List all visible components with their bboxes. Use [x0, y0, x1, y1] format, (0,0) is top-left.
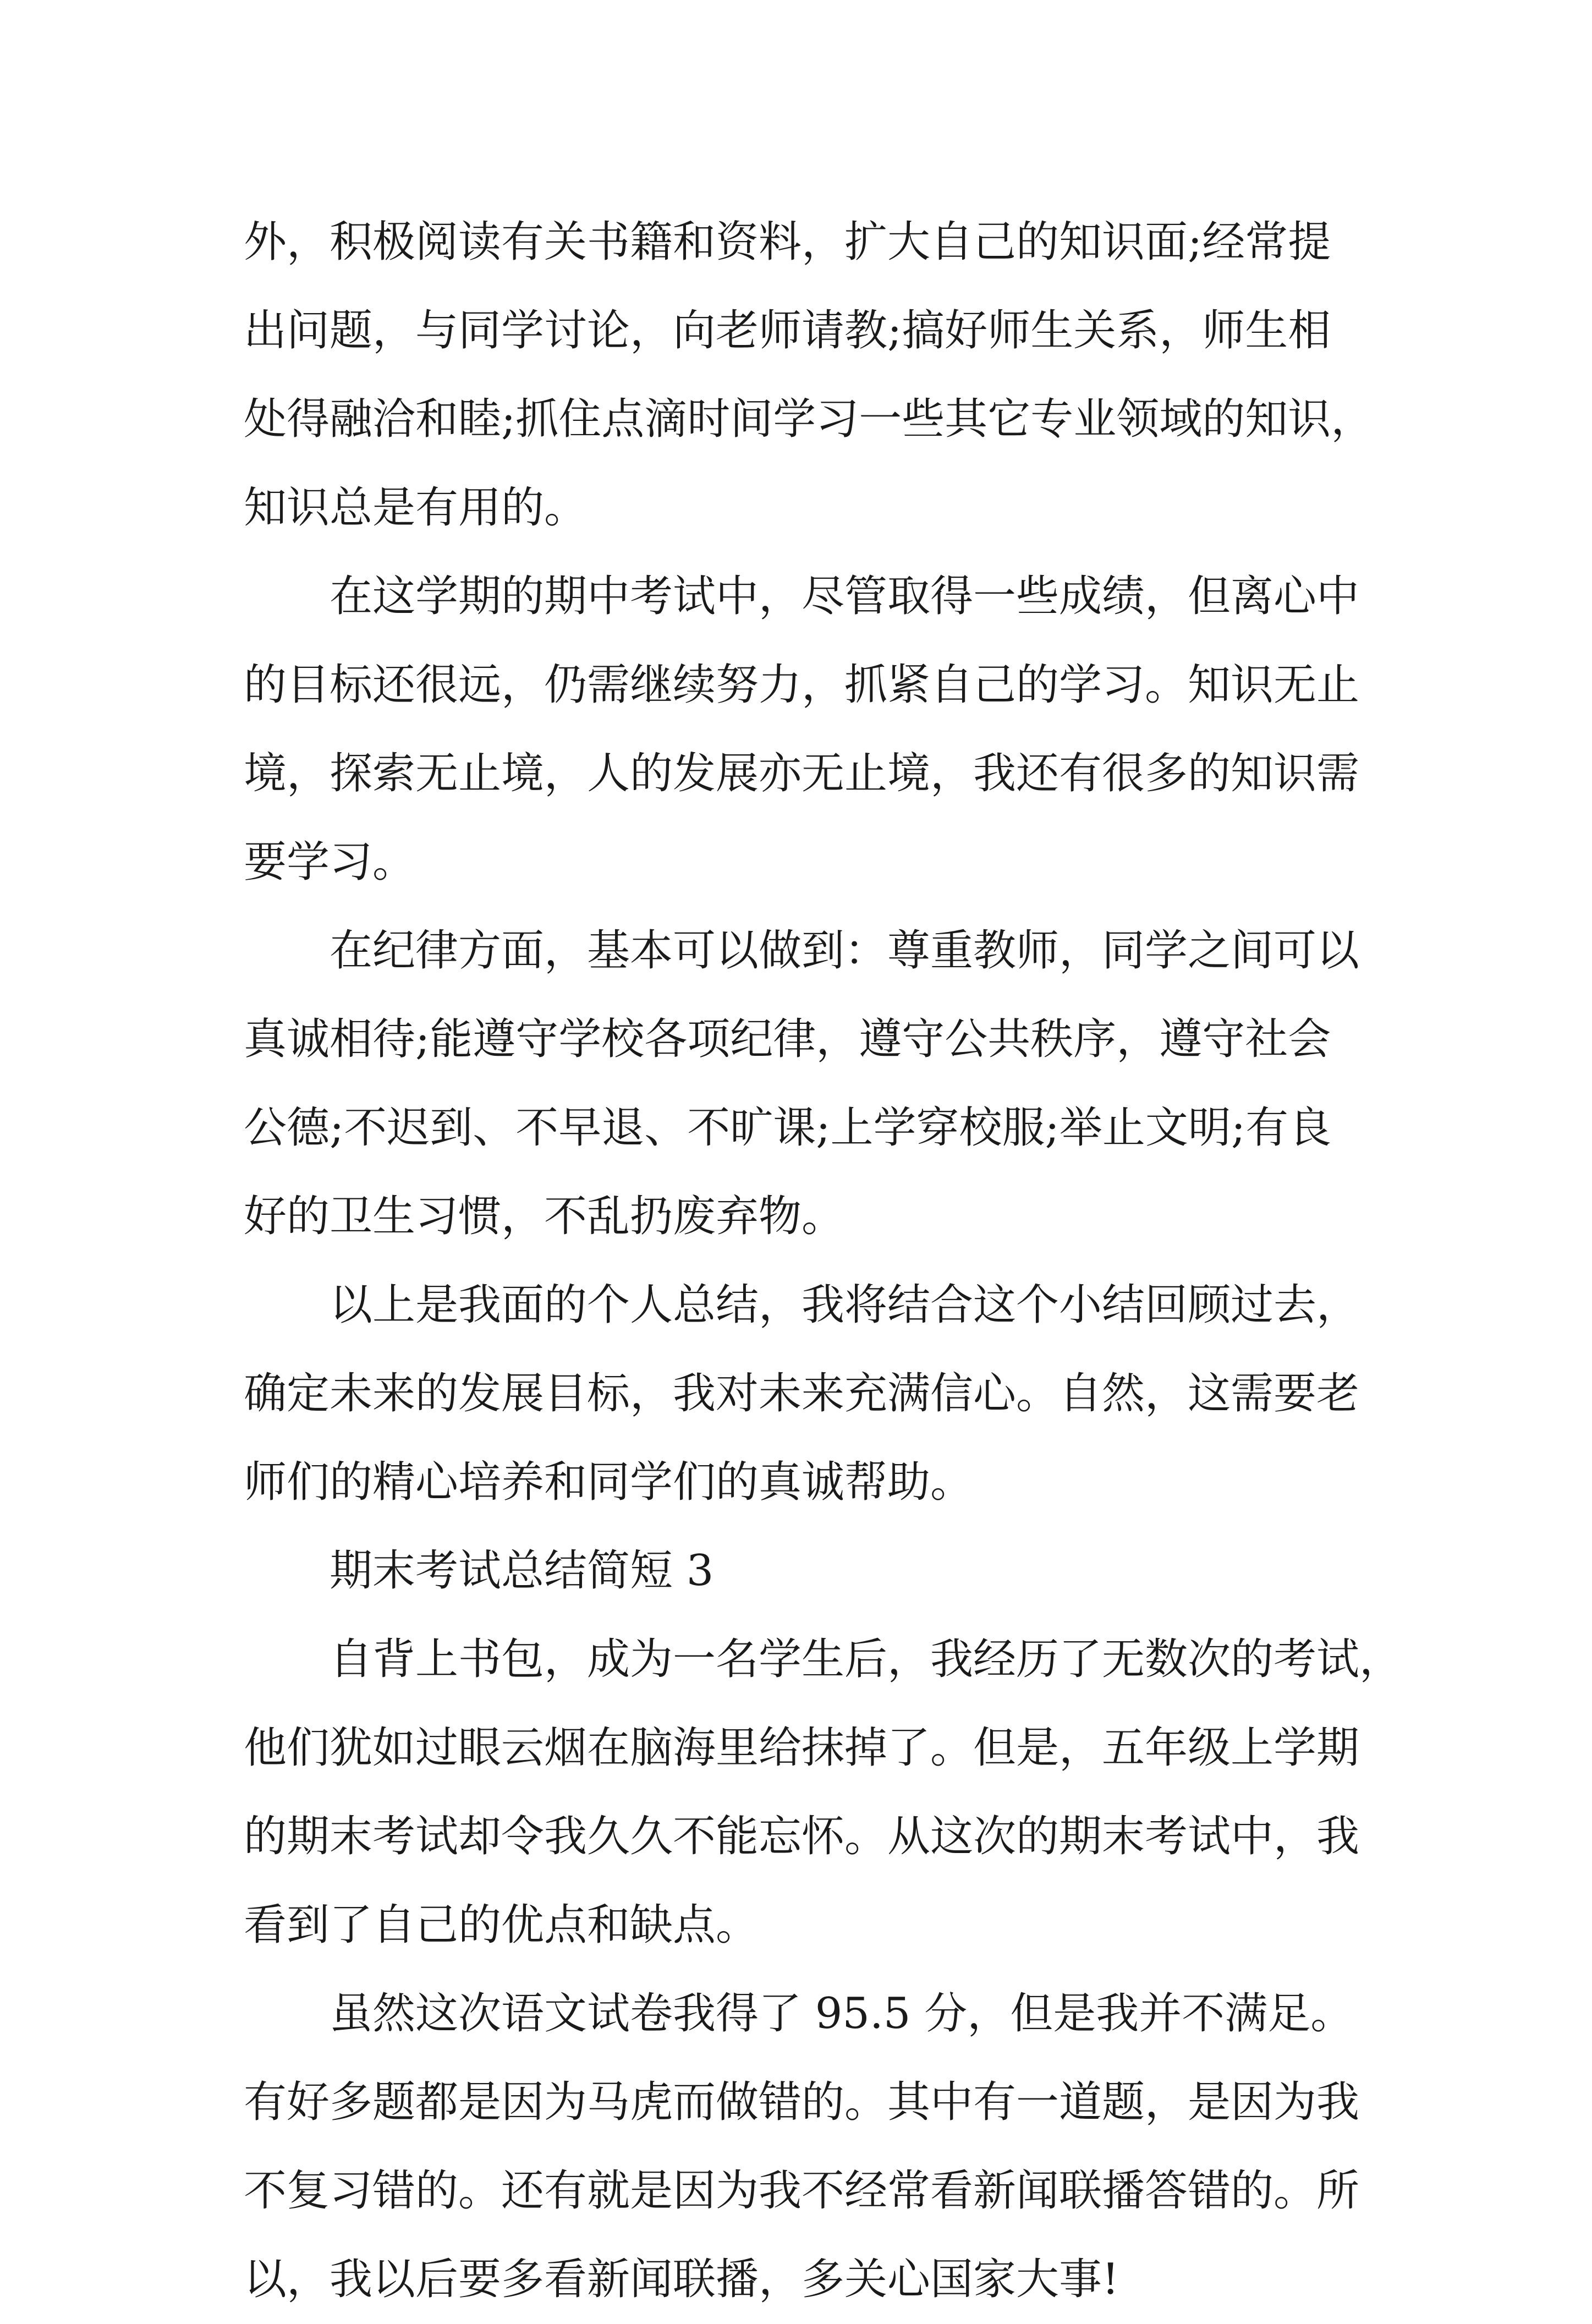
text-line: 境，探索无止境，人的发展亦无止境，我还有很多的知识需 — [244, 749, 1360, 798]
section-heading — [244, 1527, 1349, 1615]
paragraph-discipline — [244, 907, 1360, 1261]
paragraph-summary — [244, 1261, 1360, 1527]
text-line: 出问题，与同学讨论，向老师请教;搞好师生关系，师生相 — [244, 306, 1331, 355]
paragraph-exam-experience — [244, 1615, 1403, 1970]
text-line: 自背上书包，成为一名学生后，我经历了无数次的考试， — [330, 1635, 1403, 1684]
text-line: 在这学期的期中考试中，尽管取得一些成绩，但离心中 — [330, 572, 1360, 621]
text-line: 真诚相待;能遵守学校各项纪律，遵守公共秩序，遵守社会 — [244, 1015, 1331, 1064]
text-line: 有好多题都是因为马虎而做错的。其中有一道题，是因为我 — [244, 2078, 1360, 2127]
text-line: 处得融洽和睦;抓住点滴时间学习一些其它专业领域的知识， — [244, 394, 1374, 444]
paragraph-midterm — [244, 552, 1360, 907]
text-line: 要学习。 — [244, 837, 416, 887]
text-line: 公德;不迟到、不早退、不旷课;上学穿校服;举止文明;有良 — [244, 1103, 1332, 1153]
text-line: 的期末考试却令我久久不能忘怀。从这次的期末考试中，我 — [244, 1812, 1360, 1861]
text-line: 不复习错的。还有就是因为我不经常看新闻联播答错的。所 — [244, 2166, 1360, 2216]
paragraph-chinese-score — [244, 1970, 1360, 2324]
text-line: 他们犹如过眼云烟在脑海里给抹掉了。但是，五年级上学期 — [244, 1723, 1360, 1773]
text-line: 的目标还很远，仍需继续努力，抓紧自己的学习。知识无止 — [244, 660, 1360, 710]
text-line: 师们的精心培养和同学们的真诚帮助。 — [244, 1457, 974, 1507]
text-line: 虽然这次语文试卷我得了 95.5 分，但是我并不满足。 — [330, 1989, 1354, 2038]
section-title: 期末考试总结简短 3 — [330, 1546, 714, 1596]
text-line: 以上是我面的个人总结，我将结合这个小结回顾过去， — [330, 1280, 1360, 1330]
paragraph-continuation — [244, 198, 1374, 552]
text-line: 看到了自己的优点和缺点。 — [244, 1900, 759, 1950]
text-line: 知识总是有用的。 — [244, 483, 588, 533]
text-line: 以，我以后要多看新闻联播，多关心国家大事! — [244, 2255, 1119, 2304]
document-body — [244, 198, 1403, 2324]
text-line: 在纪律方面，基本可以做到：尊重教师，同学之间可以 — [330, 926, 1360, 975]
text-line: 好的卫生习惯，不乱扔废弃物。 — [244, 1192, 845, 1241]
text-line: 外，积极阅读有关书籍和资料，扩大自己的知识面;经常提 — [244, 217, 1331, 267]
text-line: 确定未来的发展目标，我对未来充满信心。自然，这需要老 — [244, 1369, 1360, 1418]
